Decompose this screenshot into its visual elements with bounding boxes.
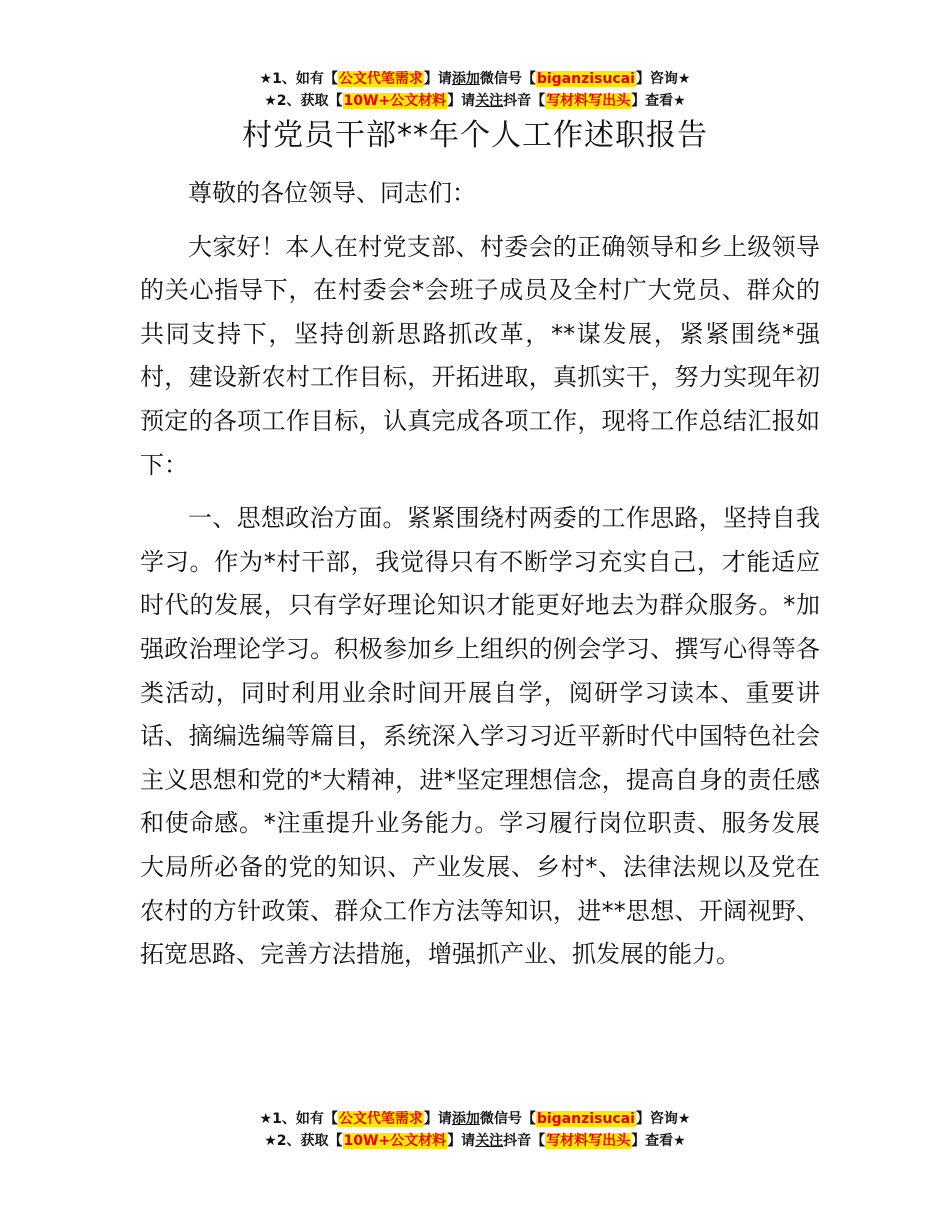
promo-highlight: 公文代笔需求	[338, 1111, 423, 1127]
promo-text: 】请	[447, 93, 476, 109]
promo-text: 微信号【	[479, 71, 536, 87]
promo-line-1	[0, 1108, 950, 1130]
promo-highlight: 10W+公文材料	[343, 93, 447, 109]
footer-promo-banner	[0, 1108, 950, 1152]
promo-highlight: 公文代笔需求	[338, 71, 423, 87]
promo-text: 】请	[447, 1133, 476, 1149]
promo-text: 微信号【	[479, 1111, 536, 1127]
promo-line-2	[0, 1130, 950, 1152]
header-promo-banner	[0, 68, 950, 112]
promo-douyin-account: 写材料写出头	[546, 1133, 631, 1149]
document-body	[140, 172, 820, 987]
document-title: 村党员干部**年个人工作述职报告	[242, 118, 708, 153]
promo-wechat-id: biganzisucai	[536, 71, 635, 87]
promo-line-2	[0, 90, 950, 112]
promo-underlined-text: 关注	[475, 1133, 504, 1149]
promo-wechat-id: biganzisucai	[536, 1111, 635, 1127]
promo-text: 】请	[423, 71, 452, 87]
promo-highlight: 10W+公文材料	[343, 1133, 447, 1149]
promo-text: ★1、如有【	[259, 71, 338, 87]
promo-douyin-account: 写材料写出头	[546, 93, 631, 109]
promo-line-1	[0, 68, 950, 90]
promo-text: 】查看★	[631, 1133, 686, 1149]
body-paragraph: 一、思想政治方面。紧紧围绕村两委的工作思路，坚持自我学习。作为*村干部，我觉得只有不断学习充实自己，才能适应时代的发展，只有学好理论知识才能更好地去为群众服务。*加强政治理论学习。积极参加乡上组织的例会学习、撰写心得等各类活动，同时利用业余时间开展自学，阅研学习读本、重要讲话、摘编选编等篇目，系统深入学习习近平新时代中国特色社会主义思想和党的*大精神，进*坚定理想信念，提高自身的责任感和使命感。*注重提升业务能力。学习履行岗位职责、服务发展大局所必备的党的知识、产业发展、乡村*、法律法规以及党在农村的方针政策、群众工作方法等知识，进**思想、开阔视野、拓宽思路、完善方法措施，增强抓产业、抓发展的能力。	[140, 504, 820, 969]
promo-text: 】咨询★	[635, 71, 691, 87]
promo-text: ★2、获取【	[264, 1133, 343, 1149]
promo-text: 抖音【	[503, 93, 546, 109]
promo-underlined-text: 添加	[451, 71, 480, 87]
promo-text: 】咨询★	[635, 1111, 691, 1127]
promo-underlined-text: 添加	[451, 1111, 480, 1127]
promo-underlined-text: 关注	[475, 93, 504, 109]
promo-text: 】请	[423, 1111, 452, 1127]
promo-text: 】查看★	[631, 93, 686, 109]
promo-text: 抖音【	[503, 1133, 546, 1149]
body-paragraph: 大家好！本人在村党支部、村委会的正确领导和乡上级领导的关心指导下，在村委会*会班子成员及全村广大党员、群众的共同支持下，坚持创新思路抓改革，**谋发展，紧紧围绕*强村，建设新农村工作目标，开拓进取，真抓实干，努力实现年初预定的各项工作目标，认真完成各项工作，现将工作总结汇报如下：	[140, 232, 820, 479]
promo-text: ★2、获取【	[264, 93, 343, 109]
salutation: 尊敬的各位领导、同志们：	[188, 179, 476, 207]
promo-text: ★1、如有【	[259, 1111, 338, 1127]
